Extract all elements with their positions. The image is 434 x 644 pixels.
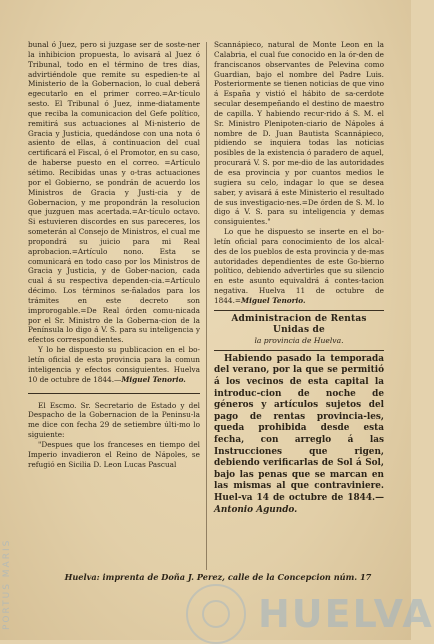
right-column bbox=[214, 40, 384, 516]
section-divider-bottom bbox=[214, 350, 384, 351]
watermark-side-text: PORTUS MARIS bbox=[2, 538, 12, 630]
watermark-seal-icon bbox=[186, 584, 246, 644]
right-paragraph-rentas-notice bbox=[214, 354, 384, 516]
left-publication-text: Y lo he dispuesto su publicacion en el bo-letín oficial de esta provincia para la comun inteligencia y efectos consiguientes. Huelva 10 de octubre de 1844.— bbox=[28, 345, 200, 384]
right-signature-tenorio: Miguel Tenorio. bbox=[241, 295, 306, 305]
left-paragraph-minister-notice: El Escmo. Sr. Secretario de Estado y del Despacho de la Gobernacion de la Peninsu-la me dice con fecha 29 de setiembre últi-mo lo siguiente: bbox=[28, 400, 200, 440]
left-paragraph-decree-articles: bunal ó Juez, pero si juzgase ser de soste-ner la inhibicion propuesta, lo avisará al Juez ó Tribunal, todo en el término de tres dias, advirtiéndole que remite su espedien-te al Ministerio de la Gobernacion, lo cual deberá egecutarlo en el primer correo.=Ar-tículo sesto. El Tribunal ó Juez, inme-diatamente que reciba la comunicacion del Gefe político, remitirá sus actuaciones al Mi-nisterio de Gracia y Justicia, quedándose con una nota ó asiento de ellas, á continuacion del cual certificará el Fiscal, ó el Promotor, en su caso, de haberse puesto en el correo. =Artículo sétimo. Recibidas unas y o-tras actuaciones por el Gobierno, se pondrán de acuerdo los Ministros de Gracia y Justi-cia y de Gobernacion, y me propondrán la resolucion que juzguen mas acertada.=Ar-tículo octavo. Si estuvieren discordes en sus pareceres, los someterán al Consejo de Ministros, el cual me propondrá su juicio para mi Real aprobacion.=Artículo nono. Esta se comunicará en todo caso por los Ministros de Gracia y Justicia, y de Gober-nacion, cada cual á su respectiva dependen-cia.=Artículo décimo. Los términos se-ñalados para los trámites en este decreto son improrogable.=De Real órden comu-nicada por el Sr. Ministro de la Goberna-cion de la Península lo digo á V. S. para su inteligencia y efectos correspondientes. bbox=[28, 40, 200, 345]
section-heading-rentas: Administracion de Rentas Unidas de bbox=[231, 313, 367, 335]
left-paragraph-naples-notice: "Despues que los franceses en tiempo del Imperio invadieron el Reino de Nápoles, se refugió en Sicilia D. Leon Lucas Pascual bbox=[28, 439, 200, 469]
section-subheading: la provincia de Huelva. bbox=[254, 335, 344, 345]
section-divider-top bbox=[214, 310, 384, 311]
printer-imprint: Huelva: imprenta de Doña J. Perez, calle de la Concepcion núm. 17 bbox=[64, 572, 372, 582]
right-publication-text: Lo que he dispuesto se inserte en el bo-letín oficial para conocimiento de los alcal-des de los pueblos de esta provincia y de-mas autoridades dependientes de este Go-bierno político, debiendo advertirles que su silencio en este asunto equivaldrá á contes-tacion negativa. Huelva 11 de octubre de 1844.= bbox=[214, 227, 384, 305]
left-column bbox=[28, 40, 200, 469]
rentas-notice-text: Habiendo pasado la temporada del verano, por la que se permitió á los vecinos de esta capital la introduc-cion de noche de géneros y artículos sujetos del pago de rentas provincia-les, queda prohibida desde esta fecha, con arreglo á las Instrucciones que rigen, debiendo verificarlas de Sol á Sol, bajo las penas que se marcan en las mismas al que contraviniere. Huel-va 14 de octubre de 1844.— bbox=[214, 353, 384, 503]
watermark-huelva: HUELVA bbox=[258, 592, 434, 636]
right-paragraph-scannapieco: Scannápieco, natural de Monte Leon en la Calabria, el cual fue conocido en la ór-den de franciscanos observantes de Pelevina como Guardian, bajo el nombre del Padre Luis. Posteriormente se tienen noticias de que vino á España y vistió el hábito de sa-cerdote secular desempeñando el destino de maestro de capilla. Y habiendo recur-rido á S. M. el Sr. Ministro Plenipoten-ciario de Nápoles á nombre de D. Juan Bautista Scannápieco, pidiendo se inquiera todas las noticias posibles de la existencia ó paradero de aquel, procurará V. S. por me-dio de las autoridades de esa provincia y por cuantos medios le sugiera su celo, indagar lo que se desea saber, y avisará á este Ministerio el resultado de sus investigacio-nes.=De órden de S. M. lo digo á V. S. para su inteligencia y demas consiguientes." bbox=[214, 40, 384, 227]
section-divider bbox=[28, 393, 200, 394]
left-paragraph-publication bbox=[28, 345, 200, 384]
left-signature-tenorio: Miguel Tenorio. bbox=[121, 374, 186, 384]
right-signature-agundo: Antonio Agundo. bbox=[214, 504, 298, 515]
right-paragraph-publication bbox=[214, 227, 384, 306]
column-divider bbox=[206, 42, 207, 570]
